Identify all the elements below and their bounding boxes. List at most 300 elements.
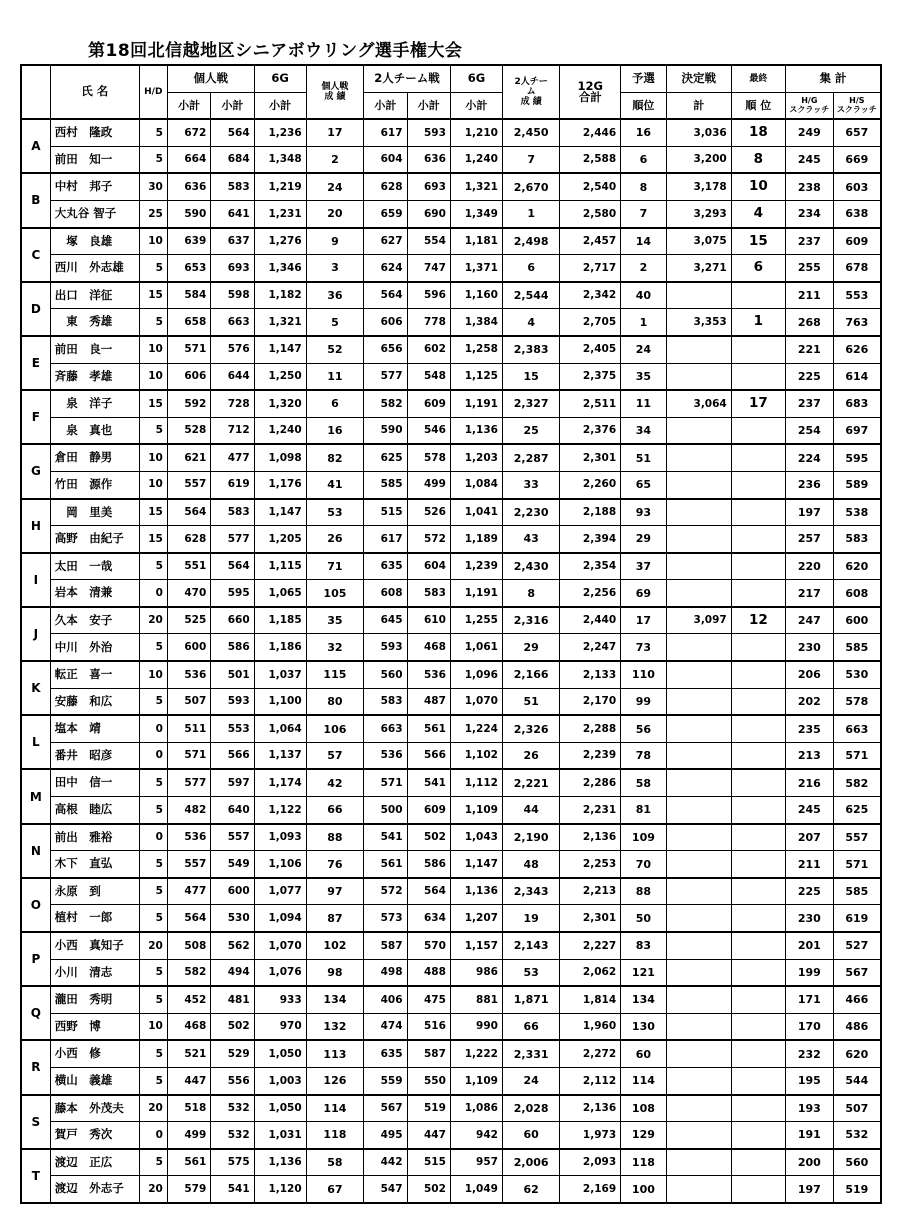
table-row [21,1176,881,1203]
prelim-rank-cell: 99 [621,688,667,715]
team-g1-cell: 617 [364,526,407,553]
indiv-6g-cell: 1,219 [254,173,306,200]
group-label: G [21,444,50,498]
indiv-g1-cell: 557 [167,471,210,498]
team-g1-cell: 604 [364,146,407,173]
hs-scratch-cell: 678 [833,255,881,282]
indiv-g1-cell: 664 [167,146,210,173]
indiv-g1-cell: 507 [167,688,210,715]
team-result-cell: 19 [502,905,559,932]
prelim-rank-cell: 108 [621,1095,667,1122]
hs-scratch-cell: 763 [833,309,881,336]
header-indiv-result: 個人戦 成 績 [306,65,363,119]
total-12g-cell: 2,405 [560,336,621,363]
hg-scratch-cell: 237 [785,390,833,417]
table-row [21,959,881,986]
hg-scratch-cell: 237 [785,228,833,255]
hs-scratch-cell: 553 [833,282,881,309]
total-12g-cell: 2,239 [560,742,621,769]
team-g1-cell: 577 [364,363,407,390]
team-g1-cell: 571 [364,769,407,796]
indiv-result-cell: 82 [306,444,363,471]
prelim-rank-cell: 58 [621,769,667,796]
team-g2-cell: 541 [407,769,450,796]
team-6g-cell: 957 [450,1149,502,1176]
team-g1-cell: 587 [364,932,407,959]
table-row [21,471,881,498]
indiv-g1-cell: 536 [167,824,210,851]
indiv-6g-cell: 1,276 [254,228,306,255]
indiv-6g-cell: 1,147 [254,499,306,526]
indiv-g2-cell: 575 [211,1149,254,1176]
hd-cell: 10 [139,444,167,471]
team-g1-cell: 593 [364,634,407,661]
hs-scratch-cell: 663 [833,715,881,742]
group-label: K [21,661,50,715]
final-rank-cell [731,1095,785,1122]
total-12g-cell: 2,376 [560,417,621,444]
hd-cell: 5 [139,878,167,905]
player-name-cell: 岡 里美 [50,499,139,526]
finals-total-cell: 3,178 [666,173,731,200]
final-rank-cell [731,1149,785,1176]
hs-scratch-cell: 557 [833,824,881,851]
table-row [21,1122,881,1149]
player-name-cell: 塩本 靖 [50,715,139,742]
team-g2-cell: 550 [407,1067,450,1094]
final-rank-cell: 12 [731,607,785,634]
final-rank-cell [731,797,785,824]
team-6g-cell: 1,384 [450,309,502,336]
team-result-cell: 4 [502,309,559,336]
finals-total-cell [666,336,731,363]
finals-total-cell [666,932,731,959]
prelim-rank-cell: 56 [621,715,667,742]
team-g1-cell: 564 [364,282,407,309]
hg-scratch-cell: 170 [785,1013,833,1040]
hd-cell: 10 [139,661,167,688]
table-row [21,119,881,146]
table-row [21,1149,881,1176]
team-6g-cell: 1,189 [450,526,502,553]
hs-scratch-cell: 619 [833,905,881,932]
indiv-result-cell: 32 [306,634,363,661]
team-6g-cell: 1,321 [450,173,502,200]
team-g2-cell: 604 [407,553,450,580]
prelim-rank-cell: 11 [621,390,667,417]
table-row [21,499,881,526]
hs-scratch-cell: 486 [833,1013,881,1040]
indiv-g1-cell: 551 [167,553,210,580]
indiv-result-cell: 115 [306,661,363,688]
group-label: O [21,878,50,932]
prelim-rank-cell: 60 [621,1040,667,1067]
table-row [21,363,881,390]
total-12g-cell: 2,511 [560,390,621,417]
hg-scratch-cell: 232 [785,1040,833,1067]
team-g1-cell: 515 [364,499,407,526]
final-rank-cell: 8 [731,146,785,173]
team-g1-cell: 406 [364,986,407,1013]
final-rank-cell [731,1122,785,1149]
finals-total-cell [666,363,731,390]
hg-scratch-cell: 247 [785,607,833,634]
team-6g-cell: 1,102 [450,742,502,769]
indiv-g2-cell: 481 [211,986,254,1013]
team-6g-cell: 1,181 [450,228,502,255]
team-g1-cell: 500 [364,797,407,824]
indiv-6g-cell: 1,120 [254,1176,306,1203]
team-g1-cell: 656 [364,336,407,363]
team-g2-cell: 747 [407,255,450,282]
player-name-cell: 高根 睦広 [50,797,139,824]
indiv-6g-cell: 1,115 [254,553,306,580]
hg-scratch-cell: 199 [785,959,833,986]
player-name-cell: 前田 知一 [50,146,139,173]
indiv-result-cell: 71 [306,553,363,580]
indiv-6g-cell: 1,122 [254,797,306,824]
prelim-rank-cell: 29 [621,526,667,553]
finals-total-cell [666,634,731,661]
hd-cell: 20 [139,1176,167,1203]
player-name-cell: 塚 良雄 [50,228,139,255]
team-6g-cell: 986 [450,959,502,986]
indiv-g2-cell: 566 [211,742,254,769]
team-g2-cell: 690 [407,200,450,227]
team-g2-cell: 536 [407,661,450,688]
final-rank-cell [731,553,785,580]
indiv-6g-cell: 1,077 [254,878,306,905]
indiv-g2-cell: 619 [211,471,254,498]
indiv-g2-cell: 477 [211,444,254,471]
prelim-rank-cell: 69 [621,580,667,607]
indiv-g1-cell: 499 [167,1122,210,1149]
total-12g-cell: 2,286 [560,769,621,796]
final-rank-cell: 10 [731,173,785,200]
total-12g-cell: 1,814 [560,986,621,1013]
team-g2-cell: 634 [407,905,450,932]
indiv-6g-cell: 1,070 [254,932,306,959]
team-g1-cell: 582 [364,390,407,417]
indiv-g1-cell: 577 [167,769,210,796]
indiv-6g-cell: 1,076 [254,959,306,986]
hs-scratch-cell: 585 [833,878,881,905]
player-name-cell: 賀戸 秀次 [50,1122,139,1149]
indiv-result-cell: 20 [306,200,363,227]
hs-scratch-cell: 600 [833,607,881,634]
team-g1-cell: 627 [364,228,407,255]
indiv-result-cell: 26 [306,526,363,553]
indiv-result-cell: 102 [306,932,363,959]
hd-cell: 5 [139,1040,167,1067]
table-row [21,1013,881,1040]
header-hs: H/S スクラッチ [833,92,881,119]
indiv-6g-cell: 1,098 [254,444,306,471]
player-name-cell: 横山 義雄 [50,1067,139,1094]
team-g2-cell: 778 [407,309,450,336]
indiv-result-cell: 5 [306,309,363,336]
hs-scratch-cell: 567 [833,959,881,986]
indiv-g2-cell: 637 [211,228,254,255]
prelim-rank-cell: 40 [621,282,667,309]
player-name-cell: 泉 洋子 [50,390,139,417]
hg-scratch-cell: 200 [785,1149,833,1176]
hd-cell: 5 [139,986,167,1013]
team-result-cell: 2,498 [502,228,559,255]
indiv-g2-cell: 583 [211,499,254,526]
player-name-cell: 中川 外治 [50,634,139,661]
indiv-result-cell: 132 [306,1013,363,1040]
indiv-result-cell: 80 [306,688,363,715]
team-result-cell: 15 [502,363,559,390]
indiv-result-cell: 105 [306,580,363,607]
team-g2-cell: 515 [407,1149,450,1176]
hs-scratch-cell: 614 [833,363,881,390]
indiv-g2-cell: 501 [211,661,254,688]
player-name-cell: 竹田 源作 [50,471,139,498]
hg-scratch-cell: 202 [785,688,833,715]
player-name-cell: 瀧田 秀明 [50,986,139,1013]
team-g1-cell: 635 [364,1040,407,1067]
table-row [21,607,881,634]
indiv-g1-cell: 571 [167,336,210,363]
total-12g-cell: 2,136 [560,1095,621,1122]
table-row [21,255,881,282]
team-g2-cell: 578 [407,444,450,471]
total-12g-cell: 2,133 [560,661,621,688]
player-name-cell: 大丸谷 智子 [50,200,139,227]
player-name-cell: 太田 一哉 [50,553,139,580]
indiv-g2-cell: 595 [211,580,254,607]
player-name-cell: 西川 外志雄 [50,255,139,282]
table-row [21,1095,881,1122]
final-rank-cell [731,932,785,959]
indiv-6g-cell: 1,240 [254,417,306,444]
hd-cell: 5 [139,769,167,796]
group-label: L [21,715,50,769]
team-g1-cell: 572 [364,878,407,905]
finals-total-cell: 3,075 [666,228,731,255]
hs-scratch-cell: 571 [833,851,881,878]
final-rank-cell [731,634,785,661]
finals-total-cell [666,282,731,309]
team-result-cell: 2,006 [502,1149,559,1176]
indiv-g2-cell: 564 [211,119,254,146]
indiv-g1-cell: 518 [167,1095,210,1122]
finals-total-cell [666,824,731,851]
indiv-g2-cell: 597 [211,769,254,796]
hd-cell: 15 [139,390,167,417]
prelim-rank-cell: 100 [621,1176,667,1203]
indiv-6g-cell: 1,137 [254,742,306,769]
indiv-result-cell: 58 [306,1149,363,1176]
player-name-cell: 泉 真也 [50,417,139,444]
total-12g-cell: 2,112 [560,1067,621,1094]
group-label: E [21,336,50,390]
header-individual: 個人戦 [167,65,254,92]
final-rank-cell: 15 [731,228,785,255]
final-rank-cell: 18 [731,119,785,146]
team-g1-cell: 498 [364,959,407,986]
indiv-6g-cell: 1,094 [254,905,306,932]
player-name-cell: 高野 由紀子 [50,526,139,553]
hd-cell: 15 [139,282,167,309]
hd-cell: 0 [139,580,167,607]
indiv-g2-cell: 494 [211,959,254,986]
team-6g-cell: 1,049 [450,1176,502,1203]
table-row [21,634,881,661]
hg-scratch-cell: 225 [785,878,833,905]
team-6g-cell: 1,136 [450,878,502,905]
total-12g-cell: 2,394 [560,526,621,553]
indiv-g1-cell: 672 [167,119,210,146]
indiv-g1-cell: 477 [167,878,210,905]
team-g1-cell: 442 [364,1149,407,1176]
team-6g-cell: 1,084 [450,471,502,498]
team-result-cell: 44 [502,797,559,824]
indiv-result-cell: 134 [306,986,363,1013]
group-label: I [21,553,50,607]
total-12g-cell: 2,301 [560,444,621,471]
team-g1-cell: 560 [364,661,407,688]
hg-scratch-cell: 268 [785,309,833,336]
team-6g-cell: 1,210 [450,119,502,146]
hd-cell: 5 [139,255,167,282]
player-name-cell: 前出 雅裕 [50,824,139,851]
team-result-cell: 26 [502,742,559,769]
finals-total-cell: 3,036 [666,119,731,146]
indiv-g1-cell: 564 [167,499,210,526]
player-name-cell: 出口 洋征 [50,282,139,309]
table-row [21,905,881,932]
team-g2-cell: 593 [407,119,450,146]
team-result-cell: 60 [502,1122,559,1149]
player-name-cell: 木下 直弘 [50,851,139,878]
final-rank-cell [731,1176,785,1203]
group-label: A [21,119,50,173]
indiv-6g-cell: 1,003 [254,1067,306,1094]
indiv-6g-cell: 1,231 [254,200,306,227]
team-result-cell: 2,327 [502,390,559,417]
player-name-cell: 岩本 清兼 [50,580,139,607]
header-rank2: 順 位 [731,92,785,119]
indiv-result-cell: 11 [306,363,363,390]
team-result-cell: 2,450 [502,119,559,146]
finals-total-cell: 3,271 [666,255,731,282]
player-name-cell: 前田 良一 [50,336,139,363]
team-6g-cell: 1,043 [450,824,502,851]
hg-scratch-cell: 193 [785,1095,833,1122]
prelim-rank-cell: 130 [621,1013,667,1040]
header-subtotal: 小計 [167,92,210,119]
indiv-g1-cell: 579 [167,1176,210,1203]
indiv-g2-cell: 557 [211,824,254,851]
team-result-cell: 53 [502,959,559,986]
indiv-g2-cell: 562 [211,932,254,959]
team-6g-cell: 1,070 [450,688,502,715]
indiv-6g-cell: 1,174 [254,769,306,796]
prelim-rank-cell: 7 [621,200,667,227]
total-12g-cell: 2,062 [560,959,621,986]
team-6g-cell: 1,224 [450,715,502,742]
team-result-cell: 2,316 [502,607,559,634]
header-subtotal: 小計 [364,92,407,119]
team-result-cell: 8 [502,580,559,607]
team-g1-cell: 474 [364,1013,407,1040]
player-name-cell: 西野 博 [50,1013,139,1040]
hg-scratch-cell: 197 [785,499,833,526]
indiv-g1-cell: 590 [167,200,210,227]
indiv-6g-cell: 1,093 [254,824,306,851]
indiv-g2-cell: 577 [211,526,254,553]
hg-scratch-cell: 171 [785,986,833,1013]
hs-scratch-cell: 532 [833,1122,881,1149]
team-g2-cell: 468 [407,634,450,661]
hs-scratch-cell: 571 [833,742,881,769]
prelim-rank-cell: 65 [621,471,667,498]
total-12g-cell: 2,213 [560,878,621,905]
finals-total-cell [666,580,731,607]
indiv-g1-cell: 584 [167,282,210,309]
hs-scratch-cell: 582 [833,769,881,796]
hs-scratch-cell: 538 [833,499,881,526]
table-row [21,282,881,309]
final-rank-cell [731,905,785,932]
final-rank-cell [731,824,785,851]
final-rank-cell [731,363,785,390]
indiv-g2-cell: 564 [211,553,254,580]
hg-scratch-cell: 216 [785,769,833,796]
player-name-cell: 番井 昭彦 [50,742,139,769]
prelim-rank-cell: 88 [621,878,667,905]
team-6g-cell: 1,157 [450,932,502,959]
header-subtotal: 小計 [450,92,502,119]
total-12g-cell: 2,253 [560,851,621,878]
indiv-6g-cell: 1,136 [254,1149,306,1176]
finals-total-cell [666,1040,731,1067]
group-label: N [21,824,50,878]
finals-total-cell [666,959,731,986]
team-g1-cell: 541 [364,824,407,851]
total-12g-cell: 2,288 [560,715,621,742]
total-12g-cell: 2,136 [560,824,621,851]
finals-total-cell [666,1176,731,1203]
indiv-g1-cell: 628 [167,526,210,553]
hg-scratch-cell: 224 [785,444,833,471]
indiv-result-cell: 88 [306,824,363,851]
team-g2-cell: 475 [407,986,450,1013]
team-g1-cell: 635 [364,553,407,580]
prelim-rank-cell: 8 [621,173,667,200]
finals-total-cell [666,444,731,471]
table-row [21,1040,881,1067]
hd-cell: 10 [139,1013,167,1040]
hd-cell: 5 [139,1067,167,1094]
total-12g-cell: 2,717 [560,255,621,282]
indiv-g2-cell: 556 [211,1067,254,1094]
finals-total-cell [666,905,731,932]
indiv-6g-cell: 1,031 [254,1122,306,1149]
table-row [21,688,881,715]
prelim-rank-cell: 109 [621,824,667,851]
team-6g-cell: 1,207 [450,905,502,932]
hs-scratch-cell: 626 [833,336,881,363]
prelim-rank-cell: 114 [621,1067,667,1094]
indiv-g1-cell: 447 [167,1067,210,1094]
finals-total-cell [666,986,731,1013]
team-g2-cell: 636 [407,146,450,173]
team-6g-cell: 1,349 [450,200,502,227]
